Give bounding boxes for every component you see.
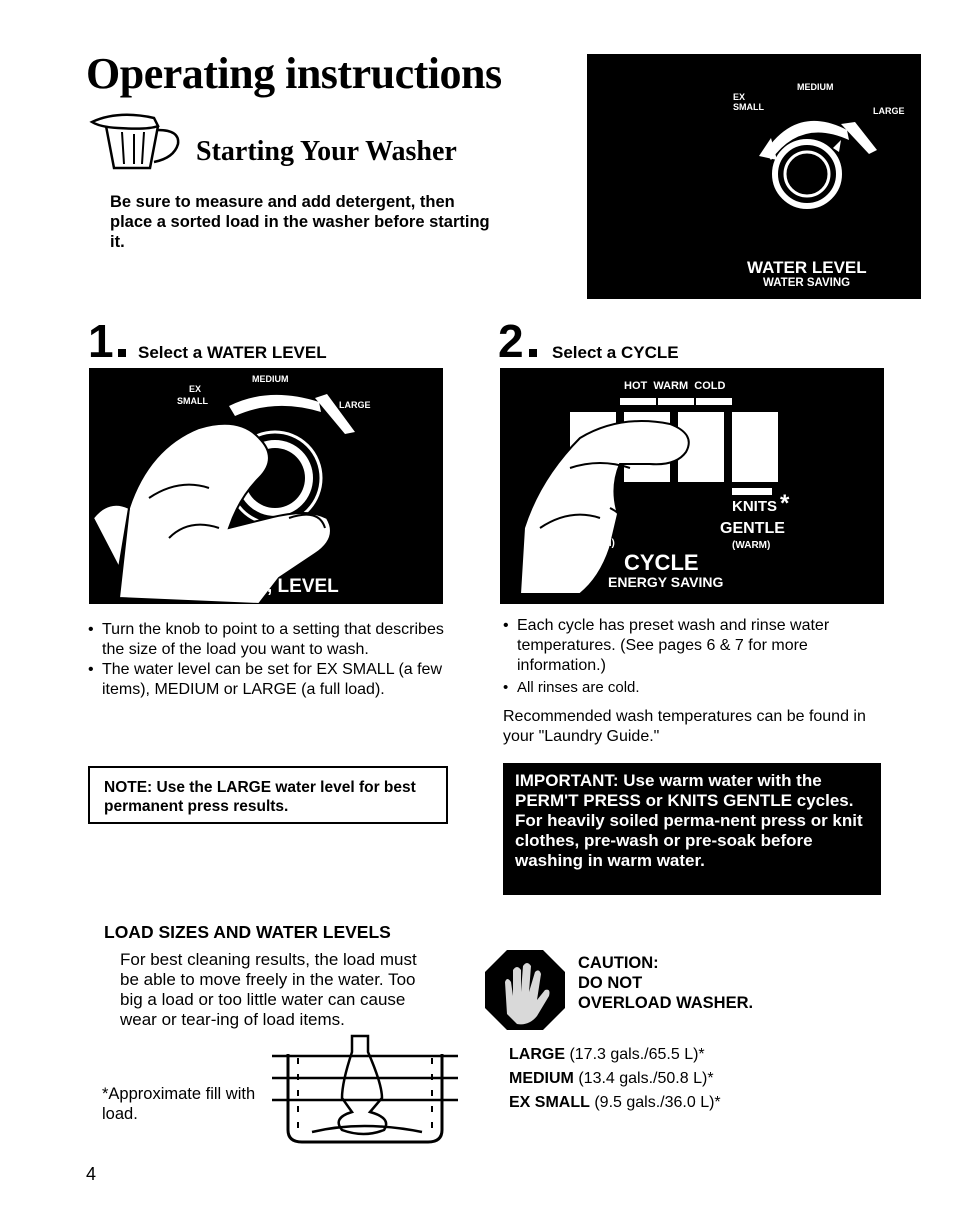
water-level-photo — [89, 368, 443, 604]
level-value: (13.4 gals./50.8 L)* — [578, 1070, 714, 1087]
photo-asterisk: * — [780, 490, 790, 517]
level-value: (17.3 gals./65.5 L)* — [569, 1046, 705, 1063]
important-box: IMPORTANT: Use warm water with the PERM'T PRESS or KNITS GENTLE cycles. For heavily soiled perma-nent press or knit clothes, pre-wash or pre-soak before washing in warm water. — [503, 763, 881, 895]
page-number: 4 — [86, 1164, 97, 1184]
photo-warm-label: (WARM) — [732, 540, 771, 551]
list-item: • Turn the knob to point to a setting that describes the size of the load you want to wash. — [88, 620, 458, 660]
step-2-heading: Select a CYCLE — [552, 343, 679, 362]
list-item: • Each cycle has preset wash and rinse water temperatures. (See pages 6 & 7 for more information.) — [503, 616, 873, 676]
caution-hand-icon — [483, 948, 567, 1032]
dial-label-small: SMALL — [733, 102, 764, 112]
tub-water-level-diagram — [272, 1034, 458, 1146]
photo-label-small: SMALL — [177, 396, 208, 406]
level-name: EX SMALL — [509, 1094, 590, 1111]
page-title: Operating instructions — [86, 49, 502, 98]
measuring-cup-icon — [88, 108, 188, 170]
intro-text: Be sure to measure and add detergent, then place a sorted load in the washer before starting it. — [110, 193, 490, 251]
step-1-number: 1 — [88, 315, 114, 367]
list-item: • The water level can be set for EX SMALL (a few items), MEDIUM or LARGE (a full load). — [88, 660, 458, 700]
photo-level-caption: , LEVEL — [267, 576, 339, 597]
step-2-bullets — [503, 616, 873, 698]
caution-line: DO NOT — [578, 974, 643, 992]
step-2-number: 2 — [498, 315, 524, 367]
photo-temps-label: HOT WARM COLD — [624, 380, 726, 392]
photo-knits-label: KNITS — [732, 498, 777, 515]
dial-label-medium: MEDIUM — [797, 82, 834, 92]
photo-gentle-label: GENTLE — [720, 520, 785, 537]
dial-label-large: LARGE — [873, 106, 905, 116]
photo-cycle-label: CYCLE — [624, 550, 699, 575]
level-name: MEDIUM — [509, 1070, 574, 1087]
level-name: LARGE — [509, 1046, 565, 1063]
note-box: NOTE: Use the LARGE water level for best permanent press results. — [88, 766, 448, 824]
step-1-bullet-square — [118, 349, 126, 357]
list-item: • All rinses are cold. — [503, 678, 873, 698]
load-sizes-body: For best cleaning results, the load must be able to move freely in the water. Too big a load or too little water can cause wear or tear-ing of load items. — [120, 950, 417, 1029]
photo-label-medium: MEDIUM — [252, 374, 289, 384]
list-item — [509, 1091, 721, 1115]
water-level-dial-icon — [737, 104, 877, 214]
water-saving-subtitle: WATER SAVING — [763, 277, 851, 289]
load-sizes-heading: LOAD SIZES AND WATER LEVELS — [104, 922, 391, 942]
step-1-bullets — [88, 620, 458, 700]
photo-partial-label-a: RE.. — [582, 518, 608, 533]
water-level-panel — [587, 54, 921, 299]
list-item — [509, 1043, 721, 1067]
step-2-bullet-square — [529, 349, 537, 357]
level-value: (9.5 gals./36.0 L)* — [594, 1094, 721, 1111]
caution-line: CAUTION: — [578, 954, 659, 972]
water-levels-list — [509, 1043, 721, 1115]
recommend-text: Recommended wash temperatures can be found in your "Laundry Guide." — [503, 708, 866, 745]
list-item — [509, 1067, 721, 1091]
section-subtitle: Starting Your Washer — [196, 136, 457, 167]
water-level-title: WATER LEVEL — [747, 258, 867, 277]
dial-label-ex: EX — [733, 92, 746, 102]
photo-partial-label-b: RM) — [596, 538, 615, 549]
caution-text — [578, 953, 753, 1013]
approximate-note: *Approximate fill with load. — [102, 1085, 256, 1123]
cycle-selector-photo — [500, 368, 884, 604]
caution-line: OVERLOAD WASHER. — [578, 994, 754, 1012]
hand-turning-knob-illustration — [89, 368, 443, 604]
step-1-heading: Select a WATER LEVEL — [138, 343, 327, 362]
photo-label-ex: EX — [189, 384, 202, 394]
photo-label-large: LARGE — [339, 400, 371, 410]
photo-energy-label: ENERGY SAVING — [608, 574, 724, 590]
